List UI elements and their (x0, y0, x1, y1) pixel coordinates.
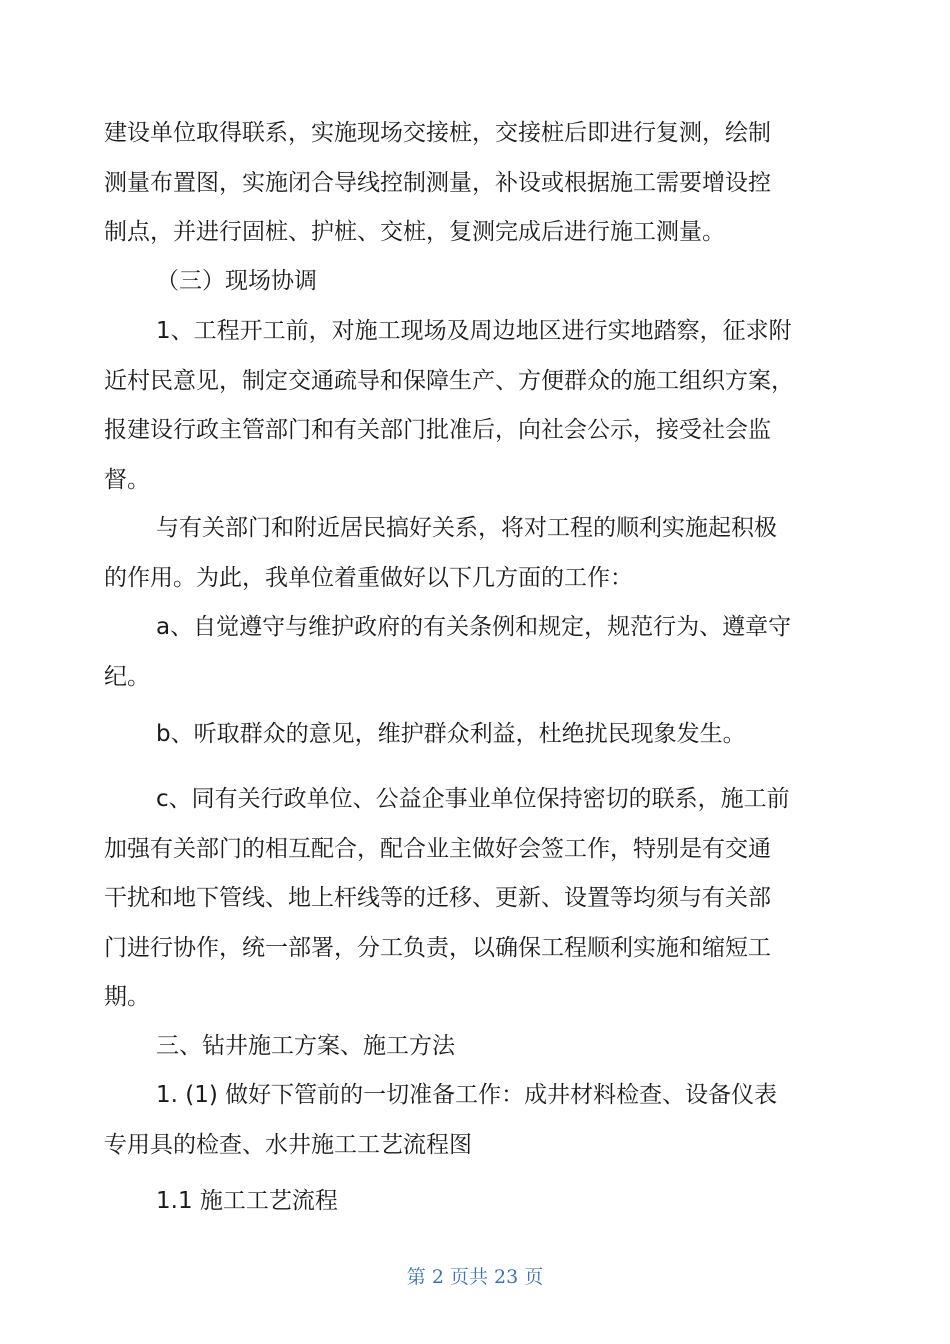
text-line: 制点，并进行固桩、护桩、交桩，复测完成后进行施工测量。 (104, 219, 725, 245)
text-line: 1.1 施工工艺流程 (156, 1188, 338, 1214)
text-line: 1、工程开工前，对施工现场及周边地区进行实地踏察，征求附 (156, 318, 792, 344)
text-line: 建设单位取得联系，实施现场交接桩，交接桩后即进行复测，绘制 (104, 120, 771, 146)
text-line: 期。 (104, 984, 150, 1010)
text-line: （三）现场协调 (156, 268, 317, 294)
text-line: 专用具的检查、水井施工工艺流程图 (104, 1131, 472, 1158)
text-line: 加强有关部门的相互配合，配合业主做好会签工作，特别是有交通 (104, 835, 771, 862)
list-item-a (104, 603, 834, 702)
text-line: c、同有关行政单位、公益企事业单位保持密切的联系，施工前 (156, 786, 790, 812)
section-heading-drilling (104, 1022, 834, 1072)
text-line: b、听取群众的意见，维护群众利益，杜绝扰民现象发生。 (156, 721, 746, 747)
paragraph-survey (104, 109, 834, 258)
list-item-b (104, 710, 834, 760)
text-line: 纪。 (104, 663, 150, 690)
text-line: 三、钻井施工方案、施工方法 (156, 1033, 455, 1059)
list-item-c (104, 775, 834, 1023)
page-footer: 第 2 页共 23 页 (406, 1266, 544, 1288)
text-line: 门进行协作，统一部署，分工负责，以确保工程顺利实施和缩短工 (104, 934, 771, 961)
text-line: 的作用。为此，我单位着重做好以下几方面的工作： (104, 564, 633, 591)
paragraph-preparation (104, 1071, 834, 1170)
text-line: 干扰和地下管线、地上杆线等的迁移、更新、设置等均须与有关部 (104, 885, 771, 911)
text-line: 督。 (104, 466, 150, 493)
section-heading-site-coordination (104, 257, 834, 307)
text-line: 近村民意见，制定交通疏导和保障生产、方便群众的施工组织方案， (104, 367, 794, 394)
text-line: 报建设行政主管部门和有关部门批准后，向社会公示，接受社会监 (104, 417, 771, 443)
text-line: 1. (1) 做好下管前的一切准备工作：成井材料检查、设备仪表 (156, 1082, 778, 1108)
paragraph-relations (104, 504, 834, 603)
text-line: 测量布置图，实施闭合导线控制测量，补设或根据施工需要增设控 (104, 169, 771, 196)
text-line: a、自觉遵守与维护政府的有关条例和规定，规范行为、遵章守 (156, 614, 792, 640)
text-line: 与有关部门和附近居民搞好关系，将对工程的顺利实施起积极 (156, 515, 777, 541)
paragraph-pre-construction (104, 307, 834, 505)
subsection-heading-process-flow (104, 1177, 834, 1227)
